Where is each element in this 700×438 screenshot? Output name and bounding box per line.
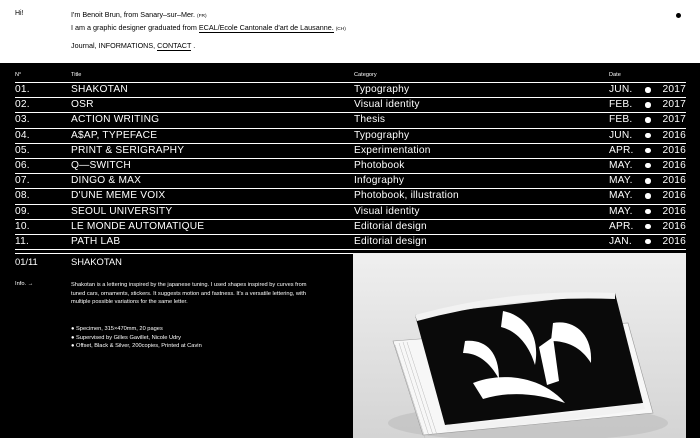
info-toggle[interactable]: Info. → [15,281,34,287]
project-title: PATH LAB [71,235,121,247]
project-image[interactable] [353,253,686,438]
project-title: LE MONDE AUTOMATIQUE [71,220,205,232]
intro-name: I'm Benoit Brun, from Sanary–sur–Mer. [71,10,196,19]
column-header-number: N° [15,72,22,78]
nav-period: . [193,41,196,50]
detail-specs [71,325,311,351]
project-row[interactable] [15,219,686,234]
project-number: 01. [15,84,30,95]
bullet-dot-icon [645,87,651,93]
detail-description: Shakotan is a lettering inspired by the japanese tuning. I used shapes inspired by curves from tuned cars, ornaments, stickers. It suggests motion and fastness. It's a versatile lettering, with multiple possible variations for the same letter. [71,282,307,306]
column-header-date: Date [609,72,621,78]
ecal-link[interactable]: ECAL/Ecole Cantonale d'art de Lausanne. [198,22,334,32]
project-title: D'UNE MEME VOIX [71,190,166,202]
project-title: DINGO & MAX [71,175,142,187]
column-header-category: Category [354,72,377,78]
site-header [0,0,700,63]
project-category: Thesis [354,114,386,126]
project-year: 2016 [662,129,686,141]
project-year: 2016 [662,220,686,232]
spec-item: ● Supervised by Gilles Gavillet, Nicole Udry [71,334,181,341]
project-month: FEB. [609,114,633,126]
nav-journal[interactable]: Journal, [71,41,97,50]
greeting: Hi! [15,10,24,17]
project-title: SHAKOTAN [71,84,128,95]
bullet-dot-icon [645,193,651,199]
project-month: MAY. [609,175,633,187]
country-tag-ch: (CH) [335,26,346,32]
project-category: Experimentation [354,144,431,156]
project-category: Infography [354,175,405,187]
project-category: Typography [354,84,410,95]
bullet-dot-icon [645,178,651,184]
menu-dot-icon[interactable] [676,13,681,18]
detail-divider [15,253,353,254]
project-year: 2016 [662,205,686,217]
project-year: 2017 [662,84,686,95]
project-number: 09. [15,205,30,217]
intro-education: I am a graphic designer graduated from [71,22,197,32]
project-month: MAY. [609,205,633,217]
project-year: 2016 [662,235,686,247]
column-header-title: Title [71,72,82,78]
project-title: SEOUL UNIVERSITY [71,205,173,217]
intro-line-2 [71,23,346,36]
bullet-dot-icon [645,239,651,245]
project-row[interactable] [15,234,686,250]
project-title: OSR [71,99,94,111]
project-month: APR. [609,220,634,232]
project-year: 2017 [662,99,686,111]
project-title: ACTION WRITING [71,114,160,126]
project-row[interactable] [15,128,686,143]
project-category: Visual identity [354,205,420,217]
project-row[interactable] [15,143,686,158]
project-month: FEB. [609,99,633,111]
project-number: 06. [15,159,30,171]
project-row[interactable] [15,204,686,219]
project-title: PRINT & SERIGRAPHY [71,144,185,156]
project-row[interactable] [15,188,686,203]
project-number: 11. [15,235,30,247]
intro-line-1 [71,10,346,23]
project-year: 2016 [662,159,686,171]
project-month: MAY. [609,190,633,202]
detail-index: 01/11 [15,256,38,267]
project-category: Photobook, illustration [354,190,459,202]
project-title: Q—SWITCH [71,159,131,171]
project-row[interactable] [15,158,686,173]
project-month: APR. [609,144,634,156]
bullet-dot-icon [645,148,651,154]
project-category: Typography [354,129,410,141]
project-row[interactable] [15,112,686,127]
project-year: 2016 [662,190,686,202]
nav-contact[interactable]: CONTACT [157,41,192,50]
project-number: 02. [15,99,30,111]
project-category: Visual identity [354,99,420,111]
project-month: JUN. [609,84,633,95]
project-row[interactable] [15,97,686,112]
specimen-book-photo [353,253,686,438]
bullet-dot-icon [645,163,651,169]
project-year: 2017 [662,114,686,126]
project-number: 10. [15,220,30,232]
project-number: 08. [15,190,30,202]
detail-title: SHAKOTAN [71,256,122,267]
project-category: Photobook [354,159,405,171]
bullet-dot-icon [645,102,651,108]
project-category: Editorial design [354,235,427,247]
project-row[interactable] [15,82,686,97]
bullet-dot-icon [645,117,651,123]
bullet-dot-icon [645,224,651,230]
project-list [15,82,686,250]
spec-item: ● Offset, Black & Silver, 200copies, Printed at Cavin [71,343,202,350]
project-number: 03. [15,114,30,126]
project-year: 2016 [662,175,686,187]
project-row[interactable] [15,173,686,188]
country-tag-fr: (FR) [197,14,207,19]
project-month: JUN. [609,129,633,141]
project-year: 2016 [662,144,686,156]
project-month: MAY. [609,159,633,171]
main-nav [71,41,195,50]
bullet-dot-icon [645,209,651,215]
spec-item: ● Specimen, 315×470mm, 20 pages [71,326,163,332]
project-category: Editorial design [354,220,427,232]
nav-informations[interactable]: INFORMATIONS, [98,41,156,50]
intro-text [71,10,346,35]
bullet-dot-icon [645,133,651,139]
project-month: JAN. [609,235,632,247]
project-number: 05. [15,144,30,156]
project-title: A$AP, TYPEFACE [71,129,158,141]
project-number: 04. [15,129,30,141]
project-number: 07. [15,175,30,187]
